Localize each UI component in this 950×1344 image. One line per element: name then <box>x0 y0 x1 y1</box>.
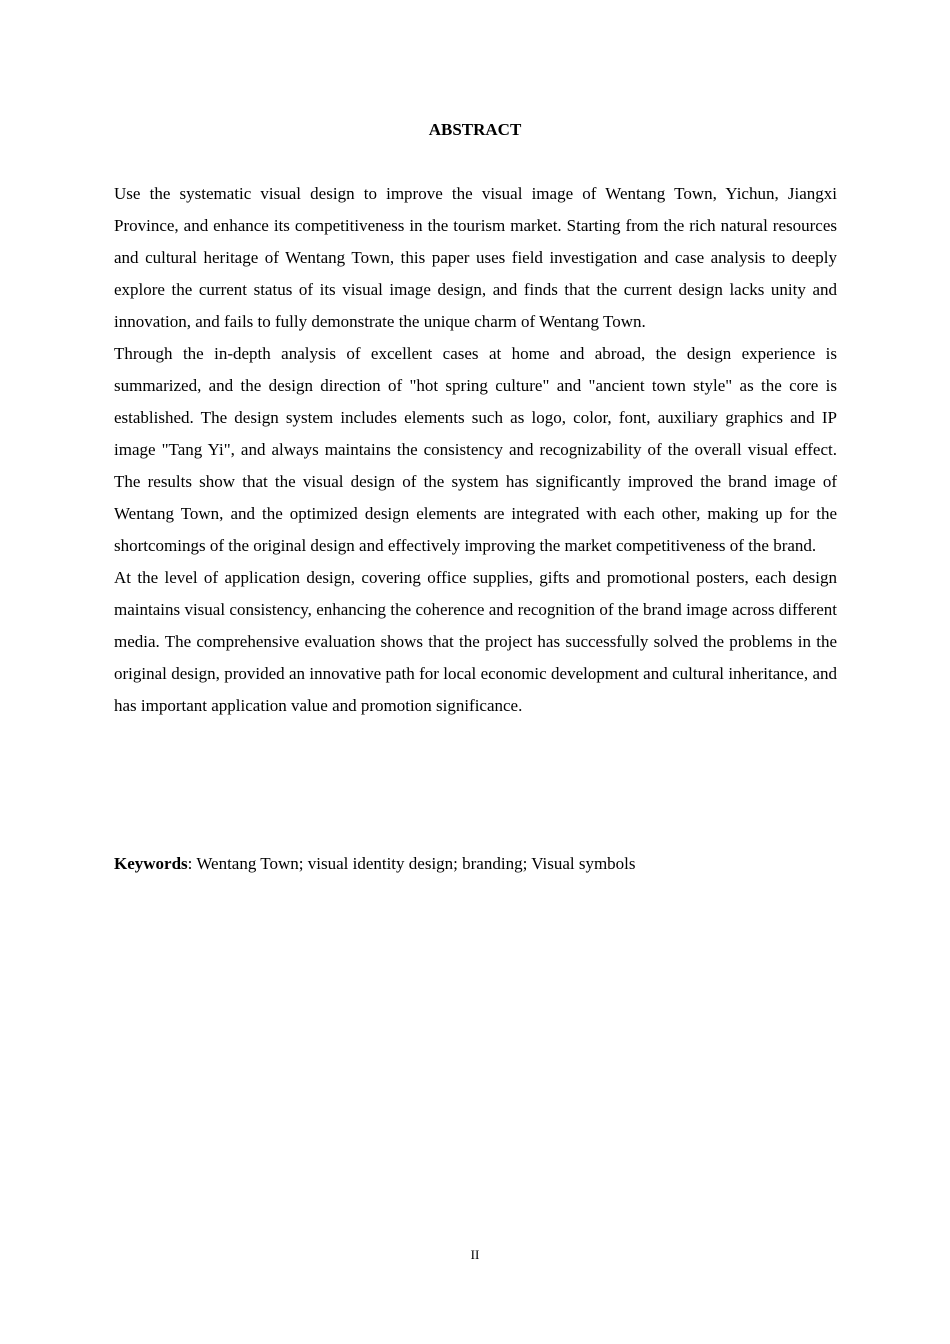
abstract-paragraph-1: Use the systematic visual design to improve the visual image of Wentang Town, Yichun, Jiangxi Province, and enhance its competitiveness in the tourism market. Starting from the rich natural resources and cultural heritage of Wentang Town, this paper uses field investigation and case analysis to deeply explore the current status of its visual image design, and finds that the current design lacks unity and innovation, and fails to fully demonstrate the unique charm of Wentang Town. <box>114 184 837 331</box>
keywords-text: Wentang Town; visual identity design; branding; Visual symbols <box>196 854 636 873</box>
abstract-body <box>114 178 837 722</box>
abstract-paragraph-2: Through the in-depth analysis of excellent cases at home and abroad, the design experience is summarized, and the design direction of "hot spring culture" and "ancient town style" as the core is established. The design system includes elements such as logo, color, font, auxiliary graphics and IP image "Tang Yi", and always maintains the consistency and recognizability of the overall visual effect. The results show that the visual design of the system has significantly improved the brand image of Wentang Town, and the optimized design elements are integrated with each other, making up for the shortcomings of the original design and effectively improving the market competitiveness of the brand. <box>114 344 837 555</box>
keywords-separator: : <box>187 854 197 873</box>
keywords-line <box>114 848 837 880</box>
abstract-title: ABSTRACT <box>428 120 522 139</box>
page-number: II <box>470 1247 480 1262</box>
keywords-label: Keywords <box>114 854 188 873</box>
abstract-paragraph-3: At the level of application design, covering office supplies, gifts and promotional posters, each design maintains visual consistency, enhancing the coherence and recognition of the brand image across different media. The comprehensive evaluation shows that the project has successfully solved the problems in the original design, provided an innovative path for local economic development and cultural inheritance, and has important application value and promotion significance. <box>114 568 837 715</box>
